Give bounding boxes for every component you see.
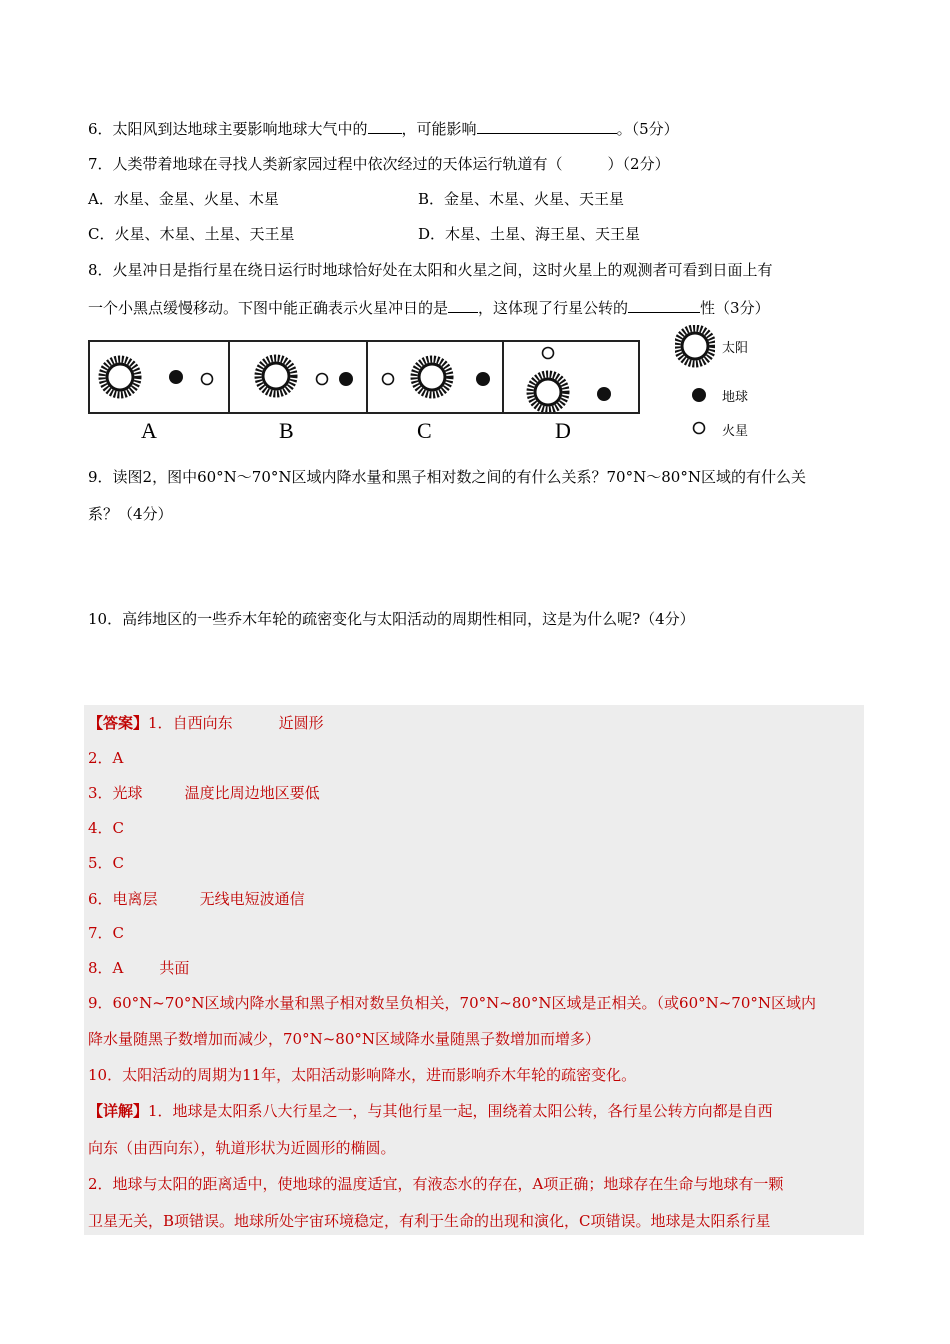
answer-8: 8．A 共面 — [88, 959, 190, 977]
panel-b-figure — [230, 342, 366, 412]
question-10: 10．高纬地区的一些乔木年轮的疏密变化与太阳活动的周期性相同，这是为什么呢?（4分） — [88, 610, 695, 628]
question-9-line2: 系？（4分） — [88, 505, 173, 523]
mars-icon — [543, 348, 554, 359]
option-b: B．金星、木星、火星、天王星 — [418, 190, 625, 208]
option-c: C．火星、木星、土星、天王星 — [88, 225, 295, 243]
sun-icon — [414, 359, 450, 395]
sun-icon — [102, 359, 138, 395]
answer-3: 3．光球 温度比周边地区要低 — [88, 784, 320, 802]
earth-icon — [339, 372, 353, 386]
answer-9-line2: 降水量随黑子数增加而减少，70°N~80°N区域降水量随黑子数增加而增多） — [88, 1030, 600, 1048]
answer-blank — [448, 298, 478, 313]
sun-icon — [677, 328, 713, 364]
panel-a — [90, 342, 230, 412]
panel-c — [368, 342, 504, 412]
panel-b — [230, 342, 368, 412]
legend-mars-label: 火星 — [722, 423, 749, 438]
mars-icon — [202, 374, 213, 385]
answer-4: 4．C — [88, 819, 125, 837]
answer-6: 6．电离层 无线电短波通信 — [88, 890, 305, 908]
question-9-line1: 9．读图2，图中60°N～70°N区域内降水量和黑子相对数之间的有什么关系？70°N～80°N区域的有什么关 — [88, 468, 806, 486]
panel-d-figure — [504, 342, 638, 412]
sun-icon — [258, 358, 294, 394]
panel-label-a: A — [141, 418, 157, 443]
detail-1-line2: 向东（由西向东），轨道形状为近圆形的椭圆。 — [88, 1139, 396, 1157]
panel-label-c: C — [417, 418, 432, 443]
panel-d — [504, 342, 640, 412]
answer-2: 2．A — [88, 749, 124, 767]
answer-9-line1: 9．60°N~70°N区域内降水量和黑子相对数呈负相关，70°N~80°N区域是正相关。（或60°N~70°N区域内 — [88, 994, 817, 1012]
question-8-line1: 8．火星冲日是指行星在绕日运行时地球恰好处在太阳和火星之间，这时火星上的观测者可看到日面上有 — [88, 261, 773, 279]
mars-icon — [694, 423, 705, 434]
panel-c-figure — [368, 342, 502, 412]
earth-icon — [692, 388, 706, 402]
option-d: D．木星、土星、海王星、天王星 — [418, 225, 641, 243]
diagram-legend — [675, 325, 715, 440]
question-6: 6．太阳风到达地球主要影响地球大气中的 ，可能影响 。（5分） — [88, 120, 679, 138]
answer-blank — [477, 119, 617, 134]
earth-icon — [597, 387, 611, 401]
answer-blank — [368, 119, 402, 134]
detail-2-line2: 卫星无关，B项错误。地球所处宇宙环境稳定，有利于生命的出现和演化，C项错误。地球是太阳系行星 — [88, 1212, 771, 1230]
sun-icon — [530, 374, 566, 410]
answer-5: 5．C — [88, 854, 125, 872]
earth-icon — [476, 372, 490, 386]
earth-icon — [169, 370, 183, 384]
panel-a-figure — [90, 342, 228, 412]
answer-1: 【答案】1．自西向东 近圆形 — [88, 714, 324, 732]
detail-2-line1: 2．地球与太阳的距离适中，使地球的温度适宜，有液态水的存在，A项正确；地球存在生命与地球有一颗 — [88, 1175, 784, 1193]
question-8-line2: 一个小黑点缓慢移动。下图中能正确表示火星冲日的是 ，这体现了行星公转的 性（3分） — [88, 299, 770, 317]
mars-icon — [317, 374, 328, 385]
panel-label-b: B — [279, 418, 294, 443]
answer-10: 10．太阳活动的周期为11年，太阳活动影响降水，进而影响乔木年轮的疏密变化。 — [88, 1066, 637, 1084]
option-a: A．水星、金星、火星、木星 — [88, 190, 279, 208]
answer-blank — [628, 298, 700, 313]
question-7-stem: 7．人类带着地球在寻找人类新家园过程中依次经过的天体运行轨道有（ ）（2分） — [88, 155, 670, 173]
answer-7: 7．C — [88, 924, 125, 942]
mars-opposition-diagram — [88, 340, 640, 414]
mars-icon — [383, 374, 394, 385]
legend-sun-label: 太阳 — [722, 340, 749, 355]
legend-earth-label: 地球 — [722, 389, 749, 404]
panel-label-d: D — [555, 418, 571, 443]
detail-1-line1: 【详解】1．地球是太阳系八大行星之一，与其他行星一起，围绕着太阳公转，各行星公转方向都是自西 — [88, 1102, 773, 1120]
